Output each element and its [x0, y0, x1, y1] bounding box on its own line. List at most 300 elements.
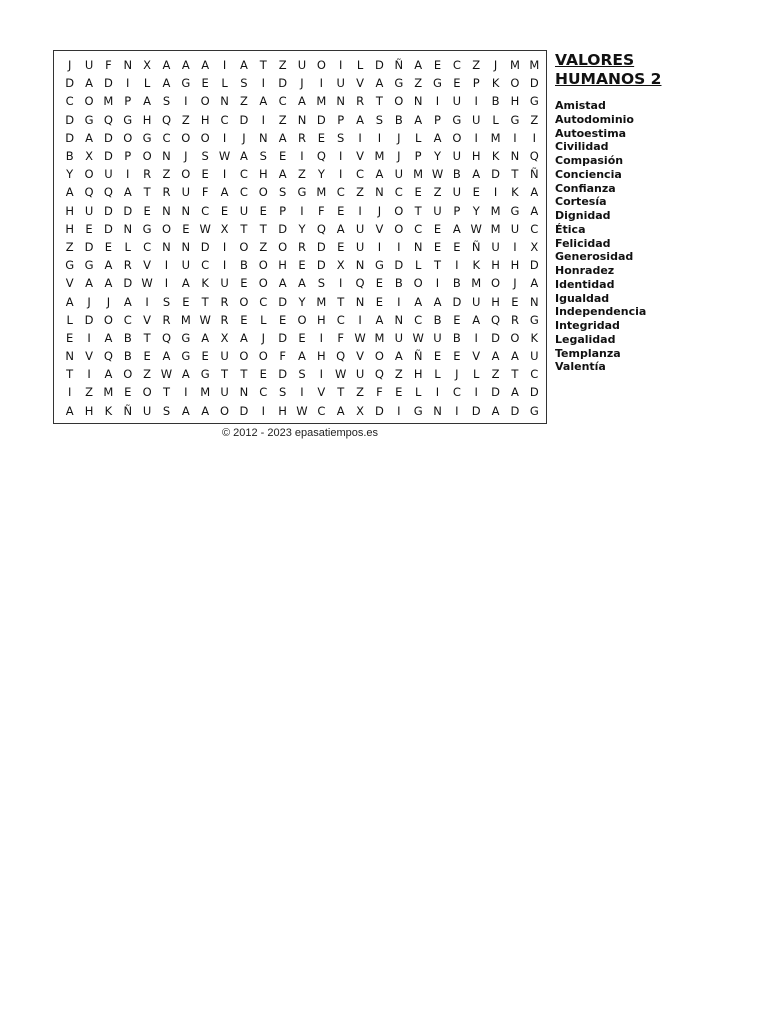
- grid-cell[interactable]: A: [452, 221, 461, 236]
- grid-cell[interactable]: O: [84, 167, 94, 182]
- grid-cell[interactable]: L: [124, 239, 131, 254]
- grid-cell[interactable]: P: [337, 112, 345, 127]
- grid-cell[interactable]: L: [492, 112, 499, 127]
- grid-cell[interactable]: I: [474, 94, 478, 109]
- grid-cell[interactable]: D: [529, 76, 539, 91]
- grid-cell[interactable]: J: [184, 149, 188, 164]
- grid-cell[interactable]: R: [143, 167, 152, 182]
- grid-cell[interactable]: O: [181, 167, 191, 182]
- grid-cell[interactable]: E: [375, 276, 384, 291]
- grid-cell[interactable]: H: [317, 312, 326, 327]
- grid-cell[interactable]: I: [67, 385, 72, 400]
- grid-cell[interactable]: T: [143, 185, 151, 200]
- grid-cell[interactable]: B: [452, 167, 461, 182]
- grid-cell[interactable]: S: [337, 130, 345, 145]
- grid-cell[interactable]: E: [395, 385, 403, 400]
- grid-cell[interactable]: A: [201, 403, 210, 418]
- grid-cell[interactable]: O: [297, 312, 307, 327]
- grid-cell[interactable]: E: [414, 185, 422, 200]
- grid-cell[interactable]: X: [530, 239, 539, 254]
- grid-cell[interactable]: D: [529, 258, 539, 273]
- grid-cell[interactable]: H: [200, 112, 210, 127]
- grid-cell[interactable]: B: [394, 112, 403, 127]
- grid-cell[interactable]: Q: [103, 185, 113, 200]
- grid-cell[interactable]: E: [337, 239, 345, 254]
- grid-cell[interactable]: Y: [298, 221, 306, 236]
- grid-cell[interactable]: I: [339, 58, 343, 73]
- grid-cell[interactable]: R: [510, 312, 519, 327]
- grid-cell[interactable]: D: [529, 385, 539, 400]
- grid-cell[interactable]: E: [511, 294, 519, 309]
- grid-cell[interactable]: I: [261, 403, 265, 418]
- grid-cell[interactable]: U: [510, 221, 520, 236]
- grid-cell[interactable]: E: [433, 239, 442, 254]
- grid-cell[interactable]: R: [123, 258, 132, 273]
- grid-cell[interactable]: M: [103, 94, 114, 109]
- grid-cell[interactable]: Z: [491, 367, 500, 382]
- grid-cell[interactable]: Y: [298, 294, 306, 309]
- grid-cell[interactable]: T: [511, 167, 519, 182]
- grid-cell[interactable]: U: [84, 203, 94, 218]
- grid-cell[interactable]: I: [377, 130, 382, 145]
- grid-cell[interactable]: C: [317, 403, 326, 418]
- grid-cell[interactable]: Q: [336, 349, 346, 364]
- grid-cell[interactable]: A: [394, 349, 403, 364]
- grid-cell[interactable]: T: [433, 258, 442, 273]
- grid-cell[interactable]: Q: [103, 349, 113, 364]
- grid-cell[interactable]: C: [259, 294, 268, 309]
- grid-cell[interactable]: G: [452, 112, 462, 127]
- grid-cell[interactable]: V: [317, 385, 326, 400]
- grid-cell[interactable]: I: [474, 330, 478, 345]
- grid-cell[interactable]: N: [510, 149, 520, 164]
- grid-cell[interactable]: Z: [433, 185, 442, 200]
- grid-cell[interactable]: D: [65, 130, 75, 145]
- grid-cell[interactable]: N: [413, 94, 423, 109]
- grid-cell[interactable]: A: [65, 185, 74, 200]
- grid-cell[interactable]: C: [414, 221, 423, 236]
- grid-cell[interactable]: R: [297, 130, 306, 145]
- grid-cell[interactable]: A: [491, 349, 500, 364]
- grid-cell[interactable]: U: [355, 239, 365, 254]
- grid-cell[interactable]: O: [258, 276, 268, 291]
- grid-cell[interactable]: G: [529, 94, 539, 109]
- grid-cell[interactable]: U: [355, 367, 365, 382]
- grid-cell[interactable]: N: [181, 203, 191, 218]
- grid-cell[interactable]: D: [278, 294, 288, 309]
- grid-cell[interactable]: U: [433, 203, 442, 218]
- grid-cell[interactable]: E: [453, 76, 461, 91]
- grid-cell[interactable]: I: [358, 130, 362, 145]
- grid-cell[interactable]: B: [239, 258, 248, 273]
- grid-cell[interactable]: A: [530, 185, 539, 200]
- grid-cell[interactable]: R: [356, 94, 365, 109]
- grid-cell[interactable]: Z: [278, 112, 287, 127]
- grid-cell[interactable]: D: [394, 258, 404, 273]
- grid-cell[interactable]: D: [278, 330, 288, 345]
- grid-cell[interactable]: H: [471, 149, 481, 164]
- grid-cell[interactable]: E: [433, 221, 442, 236]
- grid-cell[interactable]: N: [65, 349, 74, 364]
- grid-cell[interactable]: A: [414, 58, 423, 73]
- grid-cell[interactable]: A: [414, 294, 423, 309]
- grid-cell[interactable]: U: [181, 185, 191, 200]
- grid-cell[interactable]: C: [336, 185, 345, 200]
- grid-cell[interactable]: A: [278, 276, 287, 291]
- grid-cell[interactable]: N: [220, 94, 229, 109]
- grid-cell[interactable]: Q: [491, 312, 501, 327]
- grid-cell[interactable]: I: [222, 130, 227, 145]
- grid-cell[interactable]: A: [530, 203, 539, 218]
- grid-cell[interactable]: N: [530, 294, 539, 309]
- grid-cell[interactable]: X: [220, 221, 229, 236]
- grid-cell[interactable]: U: [220, 385, 229, 400]
- grid-cell[interactable]: W: [199, 312, 211, 327]
- grid-cell[interactable]: I: [319, 330, 324, 345]
- grid-cell[interactable]: F: [201, 185, 209, 200]
- grid-cell[interactable]: U: [355, 221, 365, 236]
- grid-cell[interactable]: X: [85, 149, 93, 164]
- grid-cell[interactable]: F: [337, 330, 345, 345]
- grid-cell[interactable]: V: [375, 221, 384, 236]
- grid-cell[interactable]: U: [84, 58, 94, 73]
- grid-cell[interactable]: A: [181, 58, 190, 73]
- grid-cell[interactable]: M: [374, 149, 385, 164]
- grid-cell[interactable]: D: [491, 167, 501, 182]
- grid-cell[interactable]: U: [142, 403, 152, 418]
- grid-cell[interactable]: J: [67, 58, 72, 73]
- grid-cell[interactable]: Z: [278, 58, 287, 73]
- grid-cell[interactable]: G: [65, 258, 75, 273]
- grid-cell[interactable]: Q: [103, 112, 113, 127]
- grid-cell[interactable]: G: [181, 349, 191, 364]
- grid-cell[interactable]: T: [511, 367, 519, 382]
- grid-cell[interactable]: I: [358, 312, 362, 327]
- grid-cell[interactable]: A: [85, 276, 93, 291]
- grid-cell[interactable]: D: [491, 385, 501, 400]
- grid-cell[interactable]: U: [220, 276, 229, 291]
- grid-cell[interactable]: D: [491, 330, 501, 345]
- grid-cell[interactable]: Q: [84, 185, 94, 200]
- grid-cell[interactable]: Z: [356, 185, 365, 200]
- grid-cell[interactable]: M: [316, 94, 327, 109]
- grid-cell[interactable]: I: [474, 130, 478, 145]
- grid-cell[interactable]: N: [375, 185, 384, 200]
- grid-cell[interactable]: Z: [162, 167, 171, 182]
- grid-cell[interactable]: N: [162, 149, 171, 164]
- grid-cell[interactable]: C: [220, 112, 229, 127]
- grid-cell[interactable]: D: [375, 403, 384, 418]
- grid-cell[interactable]: I: [435, 385, 440, 400]
- grid-cell[interactable]: I: [339, 167, 343, 182]
- grid-cell[interactable]: G: [529, 312, 539, 327]
- grid-cell[interactable]: D: [65, 112, 75, 127]
- grid-cell[interactable]: P: [472, 76, 480, 91]
- grid-cell[interactable]: C: [239, 167, 248, 182]
- grid-cell[interactable]: N: [297, 112, 307, 127]
- grid-cell[interactable]: I: [358, 203, 362, 218]
- grid-cell[interactable]: A: [104, 258, 113, 273]
- grid-cell[interactable]: B: [394, 276, 403, 291]
- grid-cell[interactable]: X: [220, 330, 229, 345]
- grid-cell[interactable]: D: [278, 76, 288, 91]
- grid-cell[interactable]: C: [452, 385, 461, 400]
- grid-cell[interactable]: D: [84, 312, 94, 327]
- grid-cell[interactable]: D: [103, 203, 113, 218]
- grid-cell[interactable]: D: [239, 112, 249, 127]
- grid-cell[interactable]: I: [339, 149, 343, 164]
- grid-cell[interactable]: H: [278, 258, 287, 273]
- grid-cell[interactable]: W: [431, 167, 444, 182]
- grid-cell[interactable]: B: [123, 349, 132, 364]
- grid-cell[interactable]: I: [145, 294, 149, 309]
- grid-cell[interactable]: I: [222, 58, 227, 73]
- grid-cell[interactable]: M: [316, 185, 327, 200]
- grid-cell[interactable]: O: [258, 185, 268, 200]
- grid-cell[interactable]: P: [124, 94, 132, 109]
- grid-cell[interactable]: E: [259, 203, 267, 218]
- grid-cell[interactable]: C: [201, 203, 210, 218]
- grid-cell[interactable]: A: [472, 167, 481, 182]
- grid-cell[interactable]: U: [239, 203, 249, 218]
- grid-cell[interactable]: A: [414, 112, 423, 127]
- grid-cell[interactable]: O: [278, 239, 288, 254]
- grid-cell[interactable]: D: [471, 403, 481, 418]
- grid-cell[interactable]: G: [84, 258, 94, 273]
- grid-cell[interactable]: L: [66, 312, 73, 327]
- grid-cell[interactable]: A: [220, 185, 229, 200]
- grid-cell[interactable]: N: [239, 385, 249, 400]
- grid-cell[interactable]: A: [239, 149, 248, 164]
- grid-cell[interactable]: K: [491, 149, 500, 164]
- grid-cell[interactable]: H: [317, 349, 326, 364]
- grid-cell[interactable]: C: [394, 185, 403, 200]
- grid-cell[interactable]: I: [474, 385, 478, 400]
- grid-cell[interactable]: I: [377, 239, 382, 254]
- grid-cell[interactable]: A: [278, 167, 287, 182]
- grid-cell[interactable]: A: [104, 367, 113, 382]
- grid-cell[interactable]: L: [414, 258, 422, 273]
- grid-cell[interactable]: Y: [66, 167, 74, 182]
- grid-cell[interactable]: I: [397, 403, 401, 418]
- grid-cell[interactable]: G: [142, 221, 152, 236]
- grid-cell[interactable]: S: [317, 276, 325, 291]
- grid-cell[interactable]: O: [239, 239, 249, 254]
- grid-cell[interactable]: M: [490, 203, 501, 218]
- grid-cell[interactable]: E: [278, 312, 287, 327]
- grid-cell[interactable]: D: [103, 149, 113, 164]
- grid-cell[interactable]: P: [279, 203, 287, 218]
- grid-cell[interactable]: I: [319, 367, 324, 382]
- grid-cell[interactable]: E: [433, 58, 442, 73]
- grid-cell[interactable]: W: [199, 221, 211, 236]
- grid-cell[interactable]: F: [105, 58, 112, 73]
- grid-cell[interactable]: U: [452, 185, 462, 200]
- grid-cell[interactable]: E: [66, 330, 74, 345]
- grid-cell[interactable]: C: [239, 185, 248, 200]
- grid-cell[interactable]: S: [162, 294, 171, 309]
- grid-cell[interactable]: N: [181, 239, 191, 254]
- grid-cell[interactable]: U: [472, 112, 481, 127]
- grid-cell[interactable]: N: [433, 403, 442, 418]
- grid-cell[interactable]: O: [200, 94, 210, 109]
- grid-cell[interactable]: V: [356, 76, 364, 91]
- grid-cell[interactable]: Z: [85, 385, 93, 400]
- grid-cell[interactable]: O: [374, 349, 384, 364]
- grid-cell[interactable]: A: [239, 330, 248, 345]
- grid-cell[interactable]: N: [258, 130, 268, 145]
- grid-cell[interactable]: I: [435, 94, 440, 109]
- grid-cell[interactable]: C: [530, 221, 539, 236]
- grid-cell[interactable]: I: [261, 76, 265, 91]
- grid-cell[interactable]: L: [434, 367, 441, 382]
- grid-cell[interactable]: J: [87, 294, 91, 309]
- grid-cell[interactable]: O: [142, 149, 152, 164]
- grid-cell[interactable]: N: [355, 258, 365, 273]
- grid-cell[interactable]: W: [354, 330, 366, 345]
- grid-cell[interactable]: O: [394, 221, 404, 236]
- grid-cell[interactable]: T: [240, 221, 248, 236]
- grid-cell[interactable]: V: [472, 349, 481, 364]
- grid-cell[interactable]: X: [143, 58, 152, 73]
- grid-cell[interactable]: L: [473, 367, 480, 382]
- grid-cell[interactable]: A: [201, 58, 210, 73]
- grid-cell[interactable]: D: [65, 76, 75, 91]
- grid-cell[interactable]: B: [123, 330, 132, 345]
- grid-cell[interactable]: E: [124, 385, 132, 400]
- grid-cell[interactable]: L: [221, 76, 228, 91]
- grid-cell[interactable]: A: [162, 76, 171, 91]
- grid-cell[interactable]: G: [181, 76, 191, 91]
- grid-cell[interactable]: A: [123, 294, 132, 309]
- grid-cell[interactable]: I: [222, 167, 227, 182]
- grid-cell[interactable]: Q: [529, 149, 539, 164]
- grid-cell[interactable]: D: [103, 130, 113, 145]
- grid-cell[interactable]: V: [143, 312, 152, 327]
- grid-cell[interactable]: T: [337, 385, 345, 400]
- grid-cell[interactable]: M: [180, 312, 191, 327]
- grid-cell[interactable]: A: [104, 330, 113, 345]
- grid-cell[interactable]: R: [220, 312, 229, 327]
- grid-cell[interactable]: Ñ: [530, 167, 539, 182]
- grid-cell[interactable]: A: [104, 276, 113, 291]
- grid-cell[interactable]: E: [182, 221, 190, 236]
- grid-cell[interactable]: T: [375, 94, 383, 109]
- grid-cell[interactable]: N: [336, 94, 346, 109]
- grid-cell[interactable]: U: [472, 294, 481, 309]
- grid-cell[interactable]: I: [455, 403, 459, 418]
- grid-cell[interactable]: E: [278, 149, 287, 164]
- grid-cell[interactable]: I: [87, 330, 91, 345]
- grid-cell[interactable]: U: [181, 258, 191, 273]
- grid-cell[interactable]: O: [258, 258, 268, 273]
- grid-cell[interactable]: S: [240, 76, 248, 91]
- grid-cell[interactable]: H: [491, 294, 500, 309]
- grid-cell[interactable]: A: [181, 367, 190, 382]
- grid-cell[interactable]: D: [239, 403, 249, 418]
- grid-cell[interactable]: Z: [298, 167, 306, 182]
- grid-cell[interactable]: Z: [472, 58, 481, 73]
- grid-cell[interactable]: S: [162, 403, 171, 418]
- grid-cell[interactable]: N: [394, 312, 404, 327]
- grid-cell[interactable]: A: [472, 312, 481, 327]
- grid-cell[interactable]: T: [259, 221, 267, 236]
- grid-cell[interactable]: G: [510, 112, 520, 127]
- grid-cell[interactable]: T: [201, 294, 209, 309]
- grid-cell[interactable]: A: [433, 130, 442, 145]
- grid-cell[interactable]: S: [162, 94, 171, 109]
- grid-cell[interactable]: E: [182, 294, 190, 309]
- grid-cell[interactable]: A: [278, 130, 287, 145]
- grid-cell[interactable]: I: [184, 385, 188, 400]
- grid-cell[interactable]: R: [162, 185, 171, 200]
- grid-cell[interactable]: W: [218, 149, 231, 164]
- grid-cell[interactable]: A: [162, 349, 171, 364]
- grid-cell[interactable]: B: [433, 312, 442, 327]
- grid-cell[interactable]: Z: [143, 367, 152, 382]
- grid-cell[interactable]: H: [84, 403, 94, 418]
- grid-cell[interactable]: E: [453, 349, 461, 364]
- grid-cell[interactable]: I: [126, 167, 130, 182]
- grid-cell[interactable]: R: [162, 312, 171, 327]
- grid-cell[interactable]: A: [143, 94, 152, 109]
- grid-cell[interactable]: C: [123, 312, 132, 327]
- grid-cell[interactable]: W: [470, 221, 482, 236]
- grid-cell[interactable]: O: [142, 385, 152, 400]
- grid-cell[interactable]: H: [142, 112, 152, 127]
- grid-cell[interactable]: J: [455, 367, 459, 382]
- grid-cell[interactable]: P: [434, 112, 441, 127]
- grid-cell[interactable]: J: [493, 58, 498, 73]
- grid-cell[interactable]: E: [317, 130, 325, 145]
- grid-cell[interactable]: A: [85, 130, 93, 145]
- grid-cell[interactable]: H: [510, 94, 520, 109]
- grid-cell[interactable]: G: [374, 258, 384, 273]
- grid-cell[interactable]: A: [181, 403, 190, 418]
- grid-cell[interactable]: E: [259, 367, 267, 382]
- grid-cell[interactable]: U: [394, 167, 403, 182]
- grid-cell[interactable]: Z: [394, 367, 403, 382]
- grid-cell[interactable]: H: [258, 167, 268, 182]
- grid-cell[interactable]: A: [298, 94, 306, 109]
- grid-cell[interactable]: U: [452, 94, 462, 109]
- grid-cell[interactable]: G: [529, 403, 539, 418]
- grid-cell[interactable]: Z: [414, 76, 423, 91]
- grid-cell[interactable]: A: [375, 167, 384, 182]
- grid-cell[interactable]: E: [240, 312, 248, 327]
- grid-cell[interactable]: A: [511, 385, 519, 400]
- grid-cell[interactable]: A: [336, 221, 345, 236]
- grid-cell[interactable]: Q: [316, 149, 326, 164]
- grid-cell[interactable]: N: [162, 239, 171, 254]
- grid-cell[interactable]: K: [530, 330, 539, 345]
- grid-cell[interactable]: H: [65, 221, 74, 236]
- grid-cell[interactable]: P: [124, 149, 132, 164]
- grid-cell[interactable]: D: [200, 239, 210, 254]
- grid-cell[interactable]: O: [161, 221, 171, 236]
- grid-cell[interactable]: O: [123, 130, 133, 145]
- grid-cell[interactable]: I: [261, 112, 265, 127]
- grid-cell[interactable]: I: [435, 276, 440, 291]
- grid-cell[interactable]: P: [453, 203, 461, 218]
- grid-cell[interactable]: K: [511, 185, 519, 200]
- grid-cell[interactable]: L: [414, 385, 422, 400]
- grid-cell[interactable]: I: [455, 258, 459, 273]
- grid-cell[interactable]: C: [65, 94, 74, 109]
- grid-cell[interactable]: J: [242, 130, 246, 145]
- grid-cell[interactable]: C: [278, 94, 287, 109]
- grid-cell[interactable]: I: [300, 203, 304, 218]
